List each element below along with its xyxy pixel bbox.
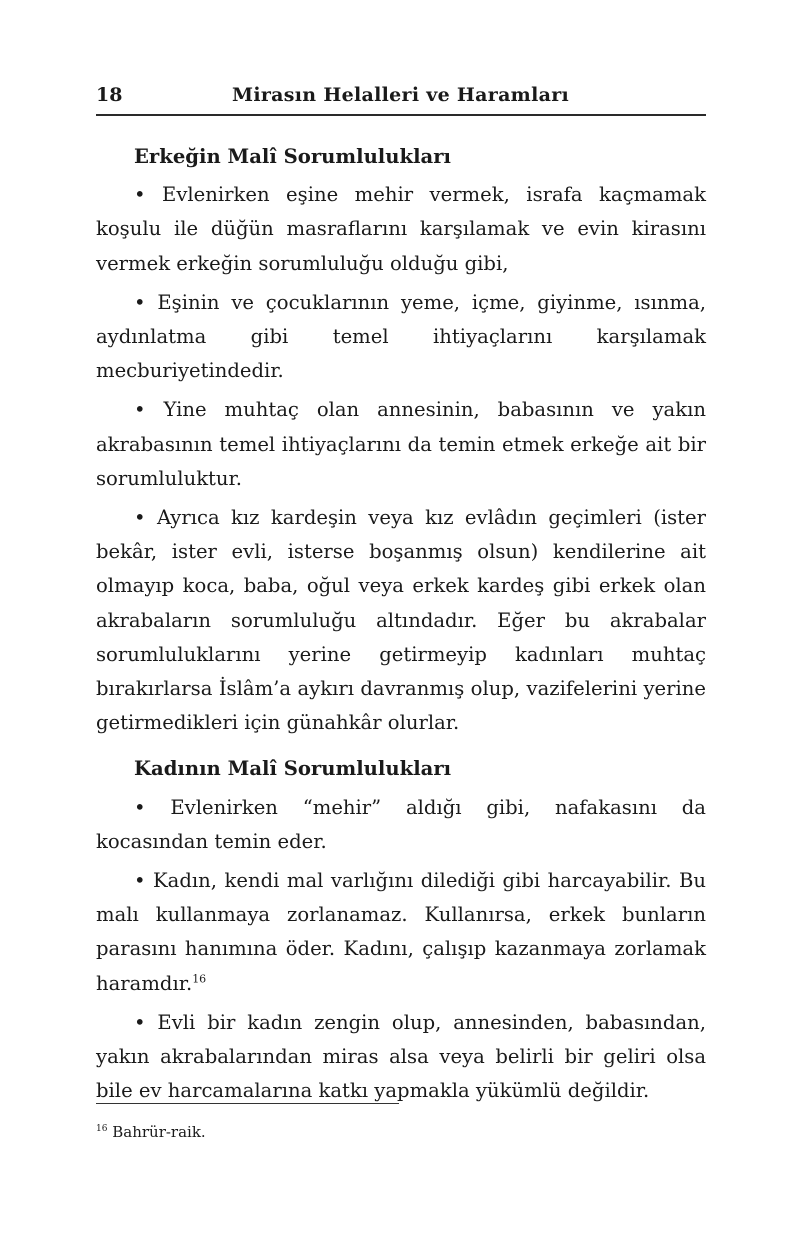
paragraph-text: • Kadın, kendi mal varlığını dilediği gibi harcayabilir. Bu malı kullanmaya zorlanamaz. Kullanırsa, erkek bunların parasını hanımına öder. Kadını, çalışıp kazanmaya zorlamak haramdır. [96,869,706,995]
header-rule [96,114,706,116]
footnote-text: Bahrür-raik. [112,1123,206,1141]
footnote-reference[interactable]: 16 [192,972,207,986]
running-title: Mirasın Helalleri ve Haramları [232,84,570,106]
paragraph-with-footnote [96,864,706,1001]
footnote [96,1122,206,1142]
paragraph: • Eşinin ve çocuklarının yeme, içme, giyinme, ısınma, aydınlatma gibi temel ihtiyaçlarını karşılamak mecburiyetindedir. [96,290,706,383]
paragraph: • Yine muhtaç olan annesinin, babasının ve yakın akrabasının temel ihtiyaçlarını da temin etmek erkeğe ait bir sorumluluktur. [96,398,706,490]
paragraph: • Evli bir kadın zengin olup, annesinden, babasından, yakın akrabalarından miras alsa veya belirli bir geliri olsa bile ev harcamalarına katkı yapmakla yükümlü değildir. [96,1010,706,1103]
page-header [96,84,706,110]
footnote-rule [96,1103,399,1104]
section-heading-women: Kadının Malî Sorumlulukları [134,757,452,781]
paragraph: • Evlenirken eşine mehir vermek, israfa kaçmamak koşulu ile düğün masraflarını karşılamak ve evin kirasını vermek erkeğin sorumluluğu olduğu gibi, [96,183,706,275]
paragraph: • Evlenirken “mehir” aldığı gibi, nafakasını da kocasından temin eder. [96,795,706,853]
footnote-number: 16 [96,1124,108,1134]
section-heading-men: Erkeğin Malî Sorumlulukları [134,145,451,168]
page-body [96,140,706,1113]
paragraph: • Ayrıca kız kardeşin veya kız evlâdın geçimleri (ister bekâr, ister evli, isterse boşanmış olsun) kendilerine ait olmayıp koca, baba, oğul veya erkek kardeş gibi erkek olan akrabaların sorumluluğu altındadır. Eğer bu akrabalar sorumluluklarını yerine getirmeyip kadınları muhtaç bırakırlarsa İslâm’a aykırı davranmış olup, vazifelerini yerine getirmedikleri için günahkâr olurlar. [96,506,706,735]
page-number: 18 [96,84,123,106]
